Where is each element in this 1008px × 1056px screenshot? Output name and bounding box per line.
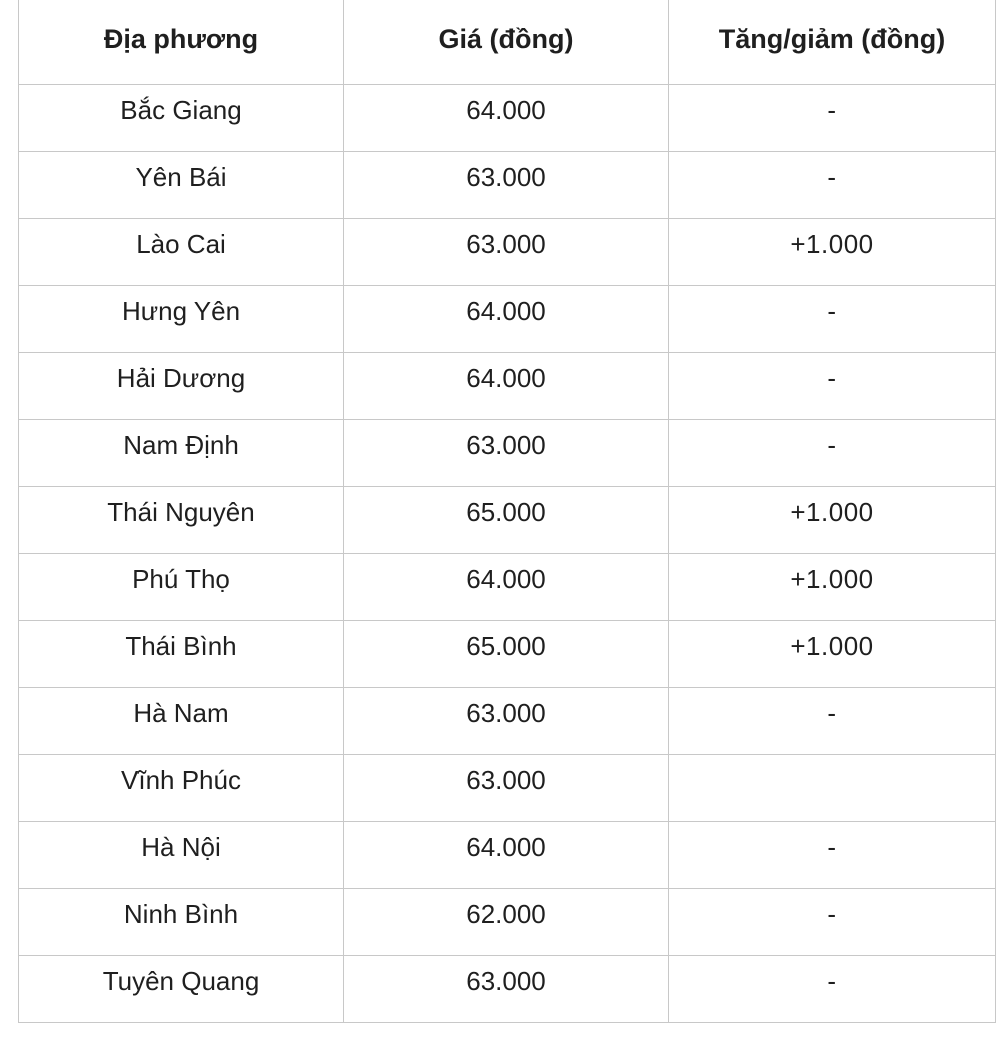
cell-price: 64.000 [344, 285, 669, 352]
cell-region: Hà Nam [19, 687, 344, 754]
table-row [19, 486, 996, 553]
table-row [19, 352, 996, 419]
cell-price: 64.000 [344, 84, 669, 151]
cell-region: Vĩnh Phúc [19, 754, 344, 821]
cell-region: Yên Bái [19, 151, 344, 218]
cell-region: Nam Định [19, 419, 344, 486]
cell-change: - [669, 419, 996, 486]
cell-region: Hải Dương [19, 352, 344, 419]
cell-change: - [669, 888, 996, 955]
cell-change: - [669, 151, 996, 218]
cell-change: +1.000 [669, 620, 996, 687]
cell-price: 64.000 [344, 352, 669, 419]
header-price: Giá (đồng) [344, 0, 669, 84]
table-row [19, 553, 996, 620]
cell-change: +1.000 [669, 553, 996, 620]
table-row [19, 285, 996, 352]
cell-region: Hưng Yên [19, 285, 344, 352]
cell-price: 63.000 [344, 419, 669, 486]
cell-region: Thái Bình [19, 620, 344, 687]
table-row [19, 888, 996, 955]
cell-change: - [669, 821, 996, 888]
table-header-row [19, 0, 996, 84]
table-row [19, 821, 996, 888]
cell-change: - [669, 285, 996, 352]
cell-region: Tuyên Quang [19, 955, 344, 1022]
table-row [19, 84, 996, 151]
cell-change: - [669, 687, 996, 754]
cell-price: 63.000 [344, 754, 669, 821]
table-row [19, 620, 996, 687]
table-row [19, 687, 996, 754]
cell-change: - [669, 352, 996, 419]
cell-price: 63.000 [344, 687, 669, 754]
cell-price: 65.000 [344, 486, 669, 553]
cell-region: Phú Thọ [19, 553, 344, 620]
table-row [19, 955, 996, 1022]
table-row [19, 151, 996, 218]
cell-change [669, 754, 996, 821]
cell-region: Thái Nguyên [19, 486, 344, 553]
price-table [18, 0, 996, 1023]
header-region: Địa phương [19, 0, 344, 84]
table-row [19, 419, 996, 486]
cell-change: - [669, 84, 996, 151]
cell-price: 63.000 [344, 218, 669, 285]
cell-change: +1.000 [669, 486, 996, 553]
cell-change: +1.000 [669, 218, 996, 285]
cell-price: 64.000 [344, 821, 669, 888]
cell-region: Ninh Bình [19, 888, 344, 955]
cell-price: 63.000 [344, 955, 669, 1022]
cell-region: Bắc Giang [19, 84, 344, 151]
cell-region: Hà Nội [19, 821, 344, 888]
table-row [19, 754, 996, 821]
header-change: Tăng/giảm (đồng) [669, 0, 996, 84]
cell-change: - [669, 955, 996, 1022]
cell-price: 63.000 [344, 151, 669, 218]
cell-price: 62.000 [344, 888, 669, 955]
table-row [19, 218, 996, 285]
cell-price: 64.000 [344, 553, 669, 620]
cell-price: 65.000 [344, 620, 669, 687]
table-body [19, 84, 996, 1022]
cell-region: Lào Cai [19, 218, 344, 285]
